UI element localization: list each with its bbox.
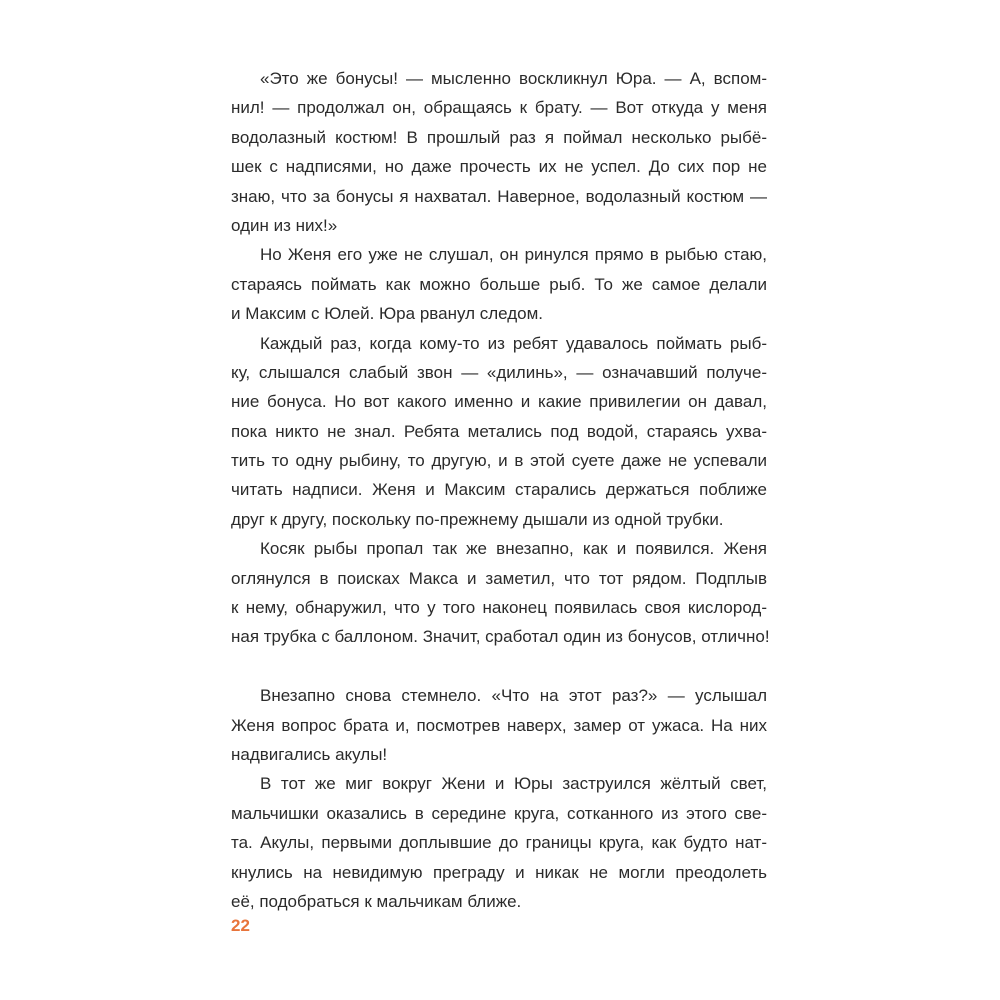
text-line: нил! — продолжал он, обращаясь к брату. — Вот откуда у меня: [231, 98, 767, 118]
text-line: пока никто не знал. Ребята метались под водой, стараясь ухва-: [231, 421, 767, 441]
page-number: 22: [231, 916, 250, 935]
text-line: ние бонуса. Но вот какого именно и какие привилегии он давал,: [231, 392, 767, 412]
text-line: шек с надписями, но даже прочесть их не успел. До сих пор не: [231, 157, 767, 177]
text-line: Женя вопрос брата и, посмотрев наверх, замер от ужаса. На них: [231, 715, 767, 735]
paragraph: [231, 240, 767, 328]
text-line: надвигались акулы!: [231, 744, 388, 764]
text-line: знаю, что за бонусы я нахватал. Наверное, водолазный костюм —: [231, 186, 767, 206]
text-line: водолазный костюм! В прошлый раз я поймал несколько рыбё-: [231, 127, 767, 147]
paragraph: [231, 329, 767, 535]
text-line: один из них!»: [231, 215, 338, 235]
paragraph: [231, 681, 767, 769]
text-line: ку, слышался слабый звон — «дилинь», — означавший получе-: [231, 362, 767, 382]
body-text: [231, 64, 770, 916]
text-line: друг к другу, поскольку по-прежнему дышали из одной трубки.: [231, 509, 724, 529]
text-line: и Максим с Юлей. Юра рванул следом.: [231, 304, 544, 324]
text-line: стараясь поймать как можно больше рыб. То же самое делали: [231, 274, 767, 294]
text-line: Каждый раз, когда кому-то из ребят удавалось поймать рыб-: [260, 333, 767, 353]
text-line: «Это же бонусы! — мысленно воскликнул Юра. — А, вспом-: [260, 69, 767, 88]
section-break: [231, 652, 767, 681]
paragraph: [231, 769, 767, 916]
paragraph: [231, 534, 770, 652]
text-line: её, подобраться к мальчикам ближе.: [231, 891, 522, 911]
text-line: мальчишки оказались в середине круга, сотканного из этого све-: [231, 803, 767, 823]
text-line: оглянулся в поисках Макса и заметил, что тот рядом. Подплыв: [231, 568, 767, 588]
paragraph: [231, 64, 767, 240]
text-line: читать надписи. Женя и Максим старались держаться поближе: [231, 480, 767, 500]
text-line: ная трубка с баллоном. Значит, сработал один из бонусов, отлично!: [231, 627, 770, 647]
text-line: та. Акулы, первыми доплывшие до границы круга, как будто нат-: [231, 833, 767, 853]
text-line: кнулись на невидимую преграду и никак не могли преодолеть: [231, 862, 767, 882]
text-line: Внезапно снова стемнело. «Что на этот раз?» — услышал: [260, 686, 767, 706]
text-line: тить то одну рыбину, то другую, и в этой суете даже не успевали: [231, 451, 767, 471]
text-line: Косяк рыбы пропал так же внезапно, как и появился. Женя: [260, 539, 767, 559]
text-line: к нему, обнаружил, что у того наконец появилась своя кислород-: [231, 598, 767, 618]
text-line: В тот же миг вокруг Жени и Юры заструился жёлтый свет,: [260, 774, 767, 794]
text-line: Но Женя его уже не слушал, он ринулся прямо в рыбью стаю,: [260, 245, 767, 265]
